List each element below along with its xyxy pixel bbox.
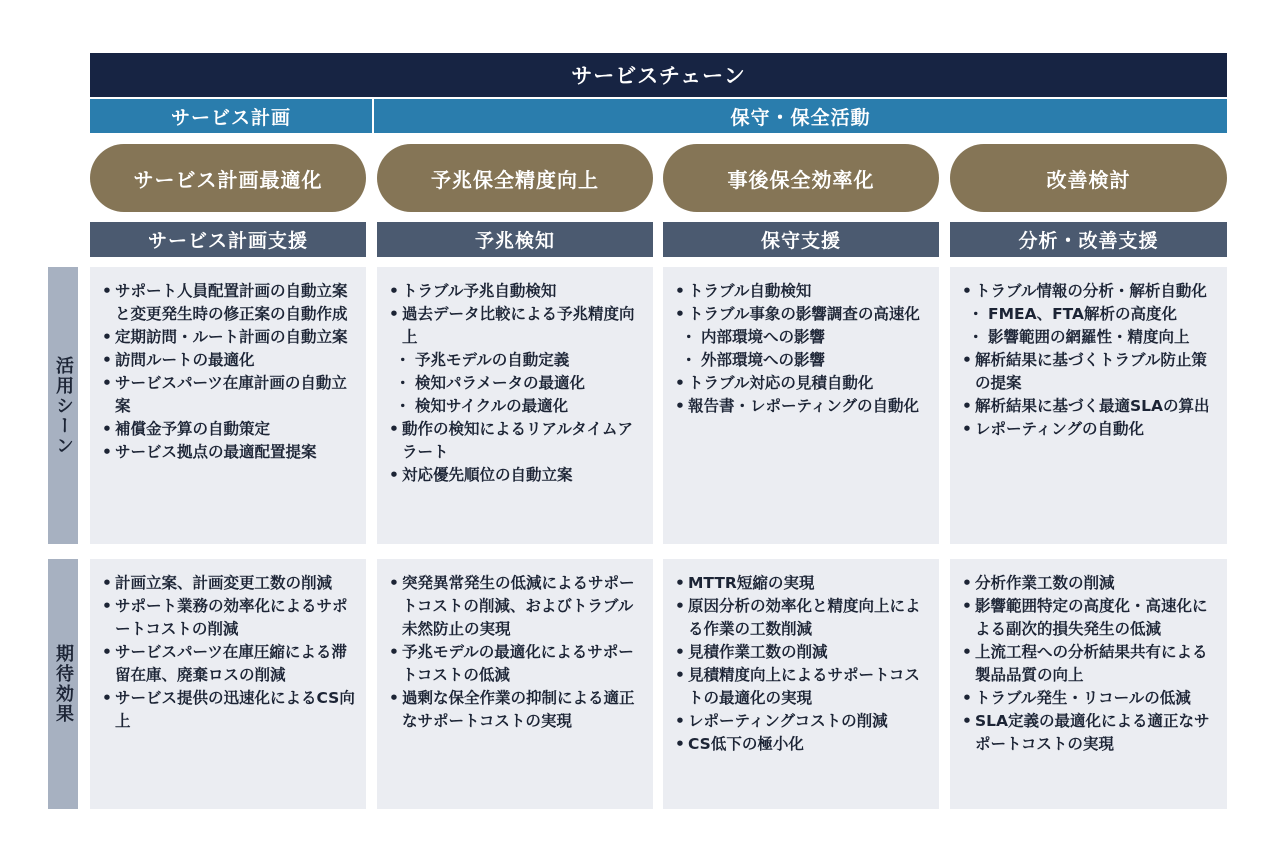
list-item: • レポーティングの自動化 xyxy=(962,418,1219,441)
list-item: • 計画立案、計画変更工数の削減 xyxy=(102,572,358,595)
scene-cell-analysis xyxy=(950,267,1227,544)
list-item: • 解析結果に基づくトラブル防止策の提案 xyxy=(962,349,1219,395)
list-item: • トラブル自動検知 xyxy=(675,280,931,303)
list-item: • 報告書・レポーティングの自動化 xyxy=(675,395,931,418)
phase-service-planning: サービス計画 xyxy=(90,99,372,133)
list-item: • 定期訪問・ルート計画の自動立案 xyxy=(102,326,358,349)
list-item: • サービス拠点の最適配置提案 xyxy=(102,441,358,464)
list-item: • トラブル事象の影響調査の高速化 xyxy=(675,303,931,326)
list-item: • サポート業務の効率化によるサポートコストの削減 xyxy=(102,595,358,641)
sub-list-item: ・ FMEA、FTA解析の高度化 xyxy=(962,303,1219,326)
support-predictive-detection: 予兆検知 xyxy=(377,222,653,257)
sub-list-item: ・ 予兆モデルの自動定義 xyxy=(389,349,645,372)
effect-cell-service-plan xyxy=(90,559,366,809)
goal-service-plan-optimization: サービス計画最適化 xyxy=(90,144,366,212)
phase-maintenance: 保守・保全活動 xyxy=(374,99,1227,133)
effect-cell-maintenance xyxy=(663,559,939,809)
list-item: • MTTR短縮の実現 xyxy=(675,572,931,595)
list-item: • トラブル対応の見積自動化 xyxy=(675,372,931,395)
list-item: • CS低下の極小化 xyxy=(675,733,931,756)
goal-predictive-maintenance: 予兆保全精度向上 xyxy=(377,144,653,212)
list-item: • 予兆モデルの最適化によるサポートコストの低減 xyxy=(389,641,645,687)
list-item: • 対応優先順位の自動立案 xyxy=(389,464,645,487)
list-item: • 補償金予算の自動策定 xyxy=(102,418,358,441)
effect-cell-analysis xyxy=(950,559,1227,809)
list-item: • 解析結果に基づく最適SLAの算出 xyxy=(962,395,1219,418)
list-item: • SLA定義の最適化による適正なサポートコストの実現 xyxy=(962,710,1219,756)
list-item: • トラブル情報の分析・解析自動化 xyxy=(962,280,1219,303)
list-item: • 影響範囲特定の高度化・高速化による副次的損失発生の低減 xyxy=(962,595,1219,641)
row-label-usage-scenes: 活用シーン xyxy=(48,267,78,544)
goal-corrective-maintenance: 事後保全効率化 xyxy=(663,144,939,212)
sub-list-item: ・ 検知サイクルの最適化 xyxy=(389,395,645,418)
scene-cell-service-plan xyxy=(90,267,366,544)
list-item: • 過去データ比較による予兆精度向上 xyxy=(389,303,645,349)
list-item: • 見積精度向上によるサポートコストの最適化の実現 xyxy=(675,664,931,710)
list-item: • 突発異常発生の低減によるサポートコストの削減、およびトラブル未然防止の実現 xyxy=(389,572,645,641)
support-service-plan: サービス計画支援 xyxy=(90,222,366,257)
list-item: • 過剰な保全作業の抑制による適正なサポートコストの実現 xyxy=(389,687,645,733)
support-maintenance: 保守支援 xyxy=(663,222,939,257)
list-item: • サービスパーツ在庫圧縮による滞留在庫、廃棄ロスの削減 xyxy=(102,641,358,687)
list-item: • サポート人員配置計画の自動立案と変更発生時の修正案の自動作成 xyxy=(102,280,358,326)
list-item: • 分析作業工数の削減 xyxy=(962,572,1219,595)
service-chain-header: サービスチェーン xyxy=(90,53,1227,97)
list-item: • レポーティングコストの削減 xyxy=(675,710,931,733)
list-item: • 動作の検知によるリアルタイムアラート xyxy=(389,418,645,464)
sub-list-item: ・ 内部環境への影響 xyxy=(675,326,931,349)
row-label-expected-effects: 期待効果 xyxy=(48,559,78,809)
list-item: • 訪問ルートの最適化 xyxy=(102,349,358,372)
effect-cell-predictive xyxy=(377,559,653,809)
sub-list-item: ・ 検知パラメータの最適化 xyxy=(389,372,645,395)
list-item: • 上流工程への分析結果共有による製品品質の向上 xyxy=(962,641,1219,687)
sub-list-item: ・ 影響範囲の網羅性・精度向上 xyxy=(962,326,1219,349)
scene-cell-predictive xyxy=(377,267,653,544)
list-item: • サービスパーツ在庫計画の自動立案 xyxy=(102,372,358,418)
scene-cell-maintenance xyxy=(663,267,939,544)
list-item: • サービス提供の迅速化によるCS向上 xyxy=(102,687,358,733)
list-item: • トラブル発生・リコールの低減 xyxy=(962,687,1219,710)
list-item: • 見積作業工数の削減 xyxy=(675,641,931,664)
goal-improvement-review: 改善検討 xyxy=(950,144,1227,212)
list-item: • トラブル予兆自動検知 xyxy=(389,280,645,303)
list-item: • 原因分析の効率化と精度向上による作業の工数削減 xyxy=(675,595,931,641)
sub-list-item: ・ 外部環境への影響 xyxy=(675,349,931,372)
support-analysis-improvement: 分析・改善支援 xyxy=(950,222,1227,257)
